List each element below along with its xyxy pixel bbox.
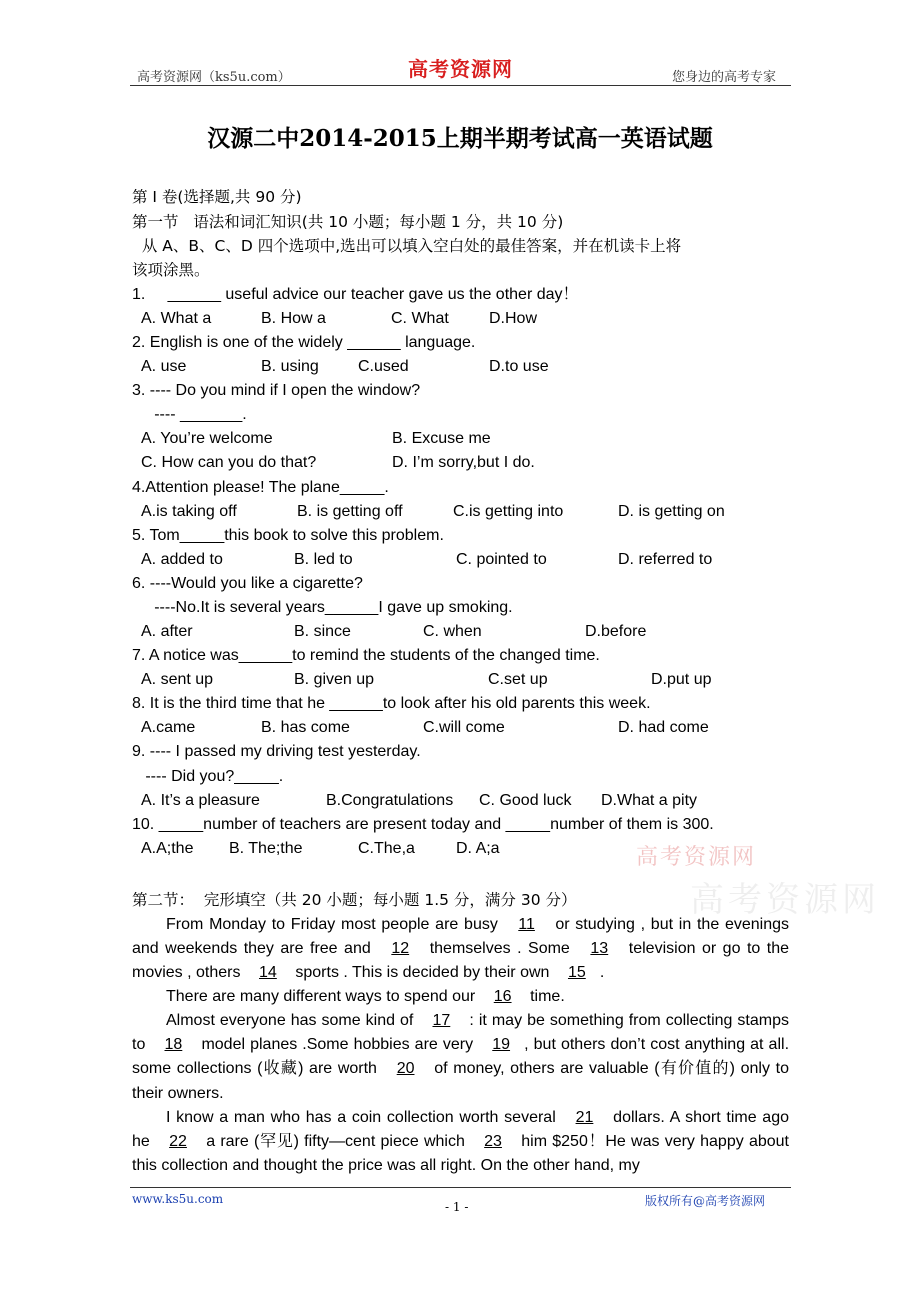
cloze-text: of money, others are valuable (有价值的) only to their owners. [132, 1060, 789, 1102]
q7-option-b: B. given up [294, 671, 375, 688]
q9-option-a: A. It’s a pleasure [141, 792, 260, 809]
question-10: 10. _____number of teachers are present today and _____number of them is 300. [132, 816, 714, 833]
q1-option-a: A. What a [141, 310, 212, 327]
section-1-instruction: 从 A、B、C、D 四个选项中,选出可以填入空白处的最佳答案，并在机读卡上将 [132, 237, 682, 255]
cloze-paragraph-2 [132, 985, 789, 1009]
q10-option-b: B. The;the [229, 840, 303, 857]
cloze-text: sports . This is decided by their own [290, 964, 554, 982]
question-4: 4.Attention please! The plane_____. [132, 479, 389, 496]
question-7: 7. A notice was______to remind the students of the changed time. [132, 647, 600, 664]
cloze-text: I know a man who has a coin collection worth several [166, 1109, 562, 1126]
cloze-text: , but others don’t cost anything at all. some collections (收藏) are worth [132, 1036, 790, 1078]
cloze-text: Almost everyone has some kind of [166, 1012, 419, 1029]
q4-option-d: D. is getting on [618, 503, 725, 520]
q3-option-a: A. You’re welcome [141, 430, 273, 447]
exam-title: 汉源二中2014-2015上期半期考试高一英语试题 [207, 125, 713, 152]
cloze-blank-22: 22 [169, 1133, 187, 1151]
cloze-blank-19: 19 [492, 1036, 511, 1054]
watermark-large: 高考资源网 [690, 880, 880, 920]
q2-option-b: B. using [261, 358, 319, 375]
section-2-heading: 第二节： 完形填空（共 20 小题；每小题 1.5 分，满分 30 分） [132, 891, 577, 909]
cloze-text: or studying , but in the evenings and weekends they are free and [132, 916, 790, 958]
header-logo: 高考资源网 [408, 57, 513, 81]
q6-option-b: B. since [294, 623, 351, 640]
cloze-blank-17: 17 [432, 1012, 451, 1029]
cloze-blank-16: 16 [493, 988, 512, 1005]
q8-option-d: D. had come [618, 719, 709, 736]
cloze-paragraph-1 [132, 913, 789, 986]
question-9-reply: ---- Did you?_____. [132, 768, 284, 785]
question-3-reply: ---- _______. [132, 406, 247, 423]
cloze-blank-21: 21 [575, 1109, 594, 1126]
q9-option-b: B.Congratulations [326, 792, 454, 809]
cloze-blank-23: 23 [484, 1133, 502, 1151]
q2-option-a: A. use [141, 358, 187, 375]
cloze-blank-13: 13 [590, 940, 609, 958]
q6-option-c: C. when [423, 623, 482, 640]
cloze-text: . [599, 964, 605, 982]
q2-option-c: C.used [358, 358, 409, 375]
q8-option-a: A.came [141, 719, 196, 736]
question-2: 2. English is one of the widely ______ language. [132, 334, 476, 351]
cloze-blank-18: 18 [164, 1036, 183, 1054]
question-6-reply: ----No.It is several years______I gave up smoking. [132, 599, 513, 616]
part-heading: 第 I 卷(选择题,共 90 分) [132, 188, 302, 206]
q1-option-c: C. What [391, 310, 449, 327]
q9-option-c: C. Good luck [479, 792, 572, 809]
cloze-text: : it may be something from collecting stamps to [132, 1012, 790, 1054]
cloze-text: From Monday to Friday most people are busy [166, 916, 504, 933]
footer-site-link[interactable]: www.ks5u.com [132, 1192, 224, 1206]
q6-option-d: D.before [585, 623, 647, 640]
cloze-blank-14: 14 [259, 964, 277, 982]
q7-option-d: D.put up [651, 671, 712, 688]
q10-option-c: C.The,a [358, 840, 415, 857]
cloze-text: him $250！He was very happy about this collection and thought the price was all right. On the other hand, my [132, 1133, 789, 1175]
q5-option-c: C. pointed to [456, 551, 547, 568]
question-1: 1. ______ useful advice our teacher gave us the other day！ [132, 286, 579, 303]
cloze-paragraph-3 [132, 1009, 789, 1106]
q4-option-c: C.is getting into [453, 503, 564, 520]
q4-option-a: A.is taking off [141, 503, 237, 520]
q1-option-d: D.How [489, 310, 538, 327]
q3-option-d: D. I’m sorry,but I do. [392, 454, 535, 471]
q5-option-b: B. led to [294, 551, 353, 568]
q9-option-d: D.What a pity [601, 792, 698, 809]
watermark-logo: 高考资源网 [636, 845, 757, 870]
cloze-text: time. [525, 988, 565, 1005]
page-number: - 1 - [445, 1200, 469, 1214]
question-8: 8. It is the third time that he ______to look after his old parents this week. [132, 695, 651, 712]
q8-option-c: C.will come [423, 719, 505, 736]
header-slogan: 您身边的高考专家 [672, 70, 777, 85]
cloze-text: themselves . Some [423, 940, 577, 958]
cloze-text: television or go to the movies , others [132, 940, 790, 982]
section-1-instruction-cont: 该项涂黑。 [132, 261, 210, 279]
q3-option-b: B. Excuse me [392, 430, 491, 447]
cloze-blank-12: 12 [391, 940, 410, 958]
q3-option-c: C. How can you do that? [141, 454, 317, 471]
q10-option-d: D. A;a [456, 840, 500, 857]
cloze-blank-20: 20 [396, 1060, 415, 1078]
q10-option-a: A.A;the [141, 840, 194, 857]
cloze-text: model planes .Some hobbies are very [196, 1036, 479, 1054]
cloze-text: dollars. A short time ago he [132, 1109, 790, 1151]
cloze-text: There are many different ways to spend our [166, 988, 480, 1005]
cloze-text: a rare (罕见) fifty—cent piece which [201, 1133, 471, 1151]
footer-divider [130, 1187, 791, 1188]
cloze-blank-11: 11 [518, 916, 535, 933]
q5-option-a: A. added to [141, 551, 223, 568]
q6-option-a: A. after [141, 623, 193, 640]
q7-option-a: A. sent up [141, 671, 214, 688]
question-5: 5. Tom_____this book to solve this problem. [132, 527, 444, 544]
q7-option-c: C.set up [488, 671, 548, 688]
question-6: 6. ----Would you like a cigarette? [132, 575, 363, 592]
question-3: 3. ---- Do you mind if I open the window? [132, 382, 421, 399]
header-site-name: 高考资源网（ks5u.com） [137, 70, 291, 85]
header-divider [130, 85, 791, 86]
cloze-blank-15: 15 [567, 964, 586, 982]
section-1-heading: 第一节 语法和词汇知识(共 10 小题；每小题 1 分，共 10 分) [132, 213, 564, 231]
question-9: 9. ---- I passed my driving test yesterday. [132, 743, 421, 760]
q1-option-b: B. How a [261, 310, 326, 327]
q2-option-d: D.to use [489, 358, 549, 375]
cloze-paragraph-4 [132, 1106, 789, 1179]
q4-option-b: B. is getting off [297, 503, 403, 520]
footer-copyright: 版权所有@高考资源网 [645, 1194, 766, 1208]
q5-option-d: D. referred to [618, 551, 713, 568]
q8-option-b: B. has come [261, 719, 350, 736]
